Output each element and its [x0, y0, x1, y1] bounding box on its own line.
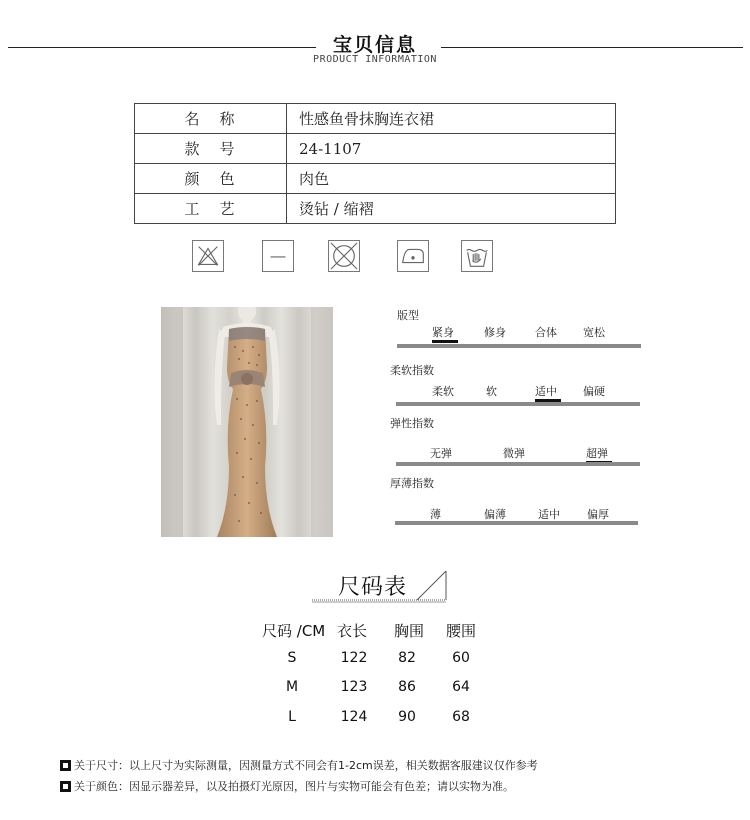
product-info-table	[134, 103, 616, 224]
table-row	[135, 134, 616, 164]
index-option: 柔软	[432, 385, 454, 398]
index-option: 紧身	[432, 326, 454, 339]
size-value: 64	[452, 679, 470, 695]
info-value: 肉色	[287, 164, 616, 194]
info-key: 工艺	[135, 194, 287, 224]
index-option: 微弹	[503, 447, 525, 460]
size-chart-title-decoration	[312, 568, 452, 606]
index-option: 修身	[484, 326, 506, 339]
index-option: 偏厚	[587, 508, 609, 521]
table-row	[135, 104, 616, 134]
index-scale-bar	[396, 402, 640, 406]
size-header: 尺码 /CM	[262, 622, 326, 640]
size-value: 90	[398, 709, 416, 725]
index-option: 偏硬	[583, 385, 605, 398]
section-subtitle: PRODUCT INFORMATION	[313, 54, 437, 65]
info-key: 颜色	[135, 164, 287, 194]
table-row	[135, 194, 616, 224]
iron-low-icon	[397, 240, 429, 272]
size-value: 60	[452, 650, 470, 666]
index-option: 适中	[535, 385, 557, 398]
selected-marker	[432, 340, 458, 343]
no-bleach-icon	[192, 240, 224, 272]
table-row	[135, 164, 616, 194]
size-chart-title: 尺码表	[338, 575, 408, 600]
index-option: 超弹	[586, 447, 608, 460]
size-value: 123	[340, 679, 368, 695]
index-label: 柔软指数	[390, 364, 434, 377]
info-value: 24-1107	[287, 134, 616, 164]
size-value: 124	[340, 709, 368, 725]
index-option: 偏薄	[484, 508, 506, 521]
index-option: 无弹	[430, 447, 452, 460]
index-label: 厚薄指数	[390, 477, 434, 490]
size-note	[60, 757, 538, 773]
size-label: S	[287, 650, 297, 666]
index-option: 软	[486, 385, 497, 398]
index-scale-bar	[395, 521, 638, 525]
product-photo	[161, 307, 333, 537]
index-scale-bar	[397, 344, 641, 348]
size-value: 68	[452, 709, 470, 725]
color-note	[60, 778, 514, 794]
bullet-icon	[60, 781, 71, 792]
index-option: 宽松	[583, 326, 605, 339]
size-header: 腰围	[446, 622, 477, 640]
dry-flat-icon	[262, 240, 294, 272]
index-scale-bar	[396, 462, 640, 466]
index-label: 版型	[397, 309, 419, 322]
hand-wash-icon	[461, 240, 493, 272]
index-option: 合体	[535, 326, 557, 339]
bullet-icon	[60, 760, 71, 771]
info-value: 烫钻 / 缩褶	[287, 194, 616, 224]
index-label: 弹性指数	[390, 417, 434, 430]
size-label: M	[285, 679, 299, 695]
info-key: 款号	[135, 134, 287, 164]
note-text: 关于颜色：因显示器差异，以及拍摄灯光原因，图片与实物可能会有色差；请以实物为准。	[74, 780, 514, 793]
size-header: 衣长	[337, 622, 368, 640]
info-value: 性感鱼骨抹胸连衣裙	[287, 104, 616, 134]
note-text: 关于尺寸：以上尺寸为实际测量，因测量方式不同会有1-2cm误差，相关数据客服建议仅作参考	[74, 759, 538, 772]
index-option: 薄	[430, 508, 441, 521]
size-value: 86	[398, 679, 416, 695]
section-title: 宝贝信息	[332, 34, 417, 56]
info-key: 名称	[135, 104, 287, 134]
size-value: 82	[398, 650, 416, 666]
size-value: 122	[340, 650, 368, 666]
size-header: 胸围	[394, 622, 425, 640]
size-label: L	[288, 709, 296, 725]
no-tumble-dry-icon	[328, 240, 360, 272]
index-option: 适中	[538, 508, 560, 521]
